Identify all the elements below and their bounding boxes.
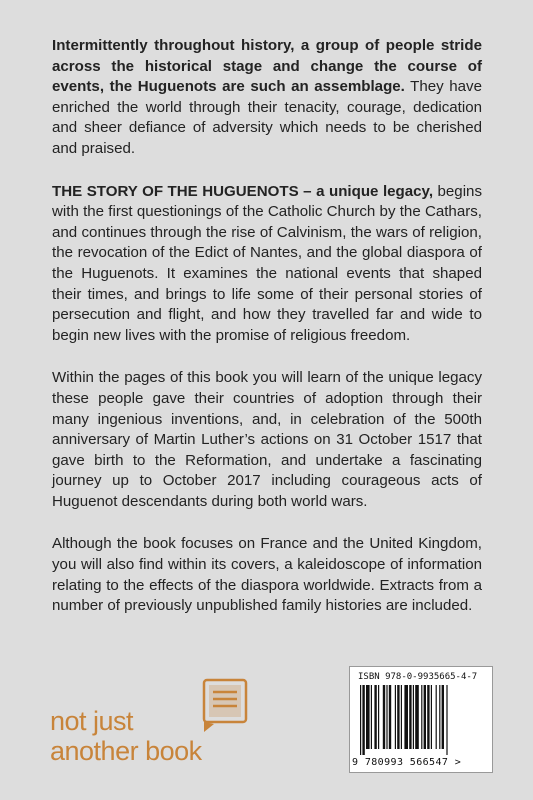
barcode-bar xyxy=(436,685,437,749)
barcode-bar xyxy=(427,685,429,749)
barcode-bar xyxy=(415,685,419,749)
blurb-paragraph-2 xyxy=(52,182,482,347)
paragraph-3-body: Within the pages of this book you will learn of the unique legacy these people gave their countries of adoption through their many ingenious inventions, and, in celebration of the 500th anniversary of Martin Luther’s actions on 31 October 1517 that gave birth to the Reformation, and undertake a fascinating journey up to October 2017 including courageous acts of Huguenot descendants during both world wars. xyxy=(52,369,482,510)
book-icon xyxy=(200,672,252,734)
blurb-paragraph-3 xyxy=(52,368,482,512)
barcode-bar xyxy=(413,685,414,749)
barcode-bar xyxy=(383,685,385,749)
paragraph-2-lead: THE STORY OF THE HUGUENOTS – a unique legacy, xyxy=(52,182,434,200)
paragraph-1-lead: Intermittently throughout history, a group of people stride across the historical stage and change the course of events, the Huguenots are such an assemblage. xyxy=(52,37,482,96)
barcode-bar xyxy=(442,685,444,749)
blurb-text xyxy=(52,36,482,639)
blurb-paragraph-4 xyxy=(52,534,482,616)
barcode-bar xyxy=(366,685,370,749)
blurb-paragraph-1 xyxy=(52,36,482,160)
publisher-logo xyxy=(50,672,250,782)
barcode-bar xyxy=(360,685,361,755)
barcode-bar xyxy=(371,685,372,749)
barcode-bar xyxy=(397,685,399,749)
barcode-bar xyxy=(378,685,379,749)
barcode-bar xyxy=(374,685,376,749)
barcode-bar xyxy=(409,685,411,749)
barcode-bar xyxy=(446,685,447,755)
barcode-bar xyxy=(404,685,408,749)
isbn-barcode xyxy=(349,666,493,773)
barcode-bar xyxy=(439,685,440,749)
publisher-name-line-1: not just xyxy=(50,706,134,736)
paragraph-4-body: Although the book focuses on France and the United Kingdom, you will also find within its covers, a kaleidoscope of information relating to the effects of the diaspora worldwide. Extracts from a number of previously unpublished family histories are included. xyxy=(52,535,482,615)
barcode-bar xyxy=(389,685,391,749)
isbn-label: ISBN 978-0-9935665-4-7 xyxy=(358,672,478,682)
barcode-bars xyxy=(358,685,484,755)
barcode-bar xyxy=(431,685,432,749)
barcode-bar xyxy=(421,685,422,749)
barcode-bar xyxy=(362,685,364,755)
barcode-bar xyxy=(401,685,402,749)
barcode-bar xyxy=(386,685,387,749)
paragraph-2-body: begins with the first questionings of the Catholic Church by the Cathars, and continues through the rise of Calvinism, the wars of religion, the revocation of the Edict of Nantes, and the global diaspora of the Huguenots. It examines the national events that shaped their times, and brings to life some of their personal stories of persecution and flight, and how they travelled far and wide to begin new lives with the promise of religious freedom. xyxy=(52,182,482,344)
barcode-bar xyxy=(424,685,426,749)
paragraph-1-body: They have enriched the world through their tenacity, courage, dedication and sheer defiance of adversity which needs to be cherished and praised. xyxy=(52,78,482,157)
publisher-name-line-2: another book xyxy=(50,736,202,766)
barcode-digits: 9 780993 566547 > xyxy=(352,757,462,768)
barcode-bar xyxy=(395,685,396,749)
